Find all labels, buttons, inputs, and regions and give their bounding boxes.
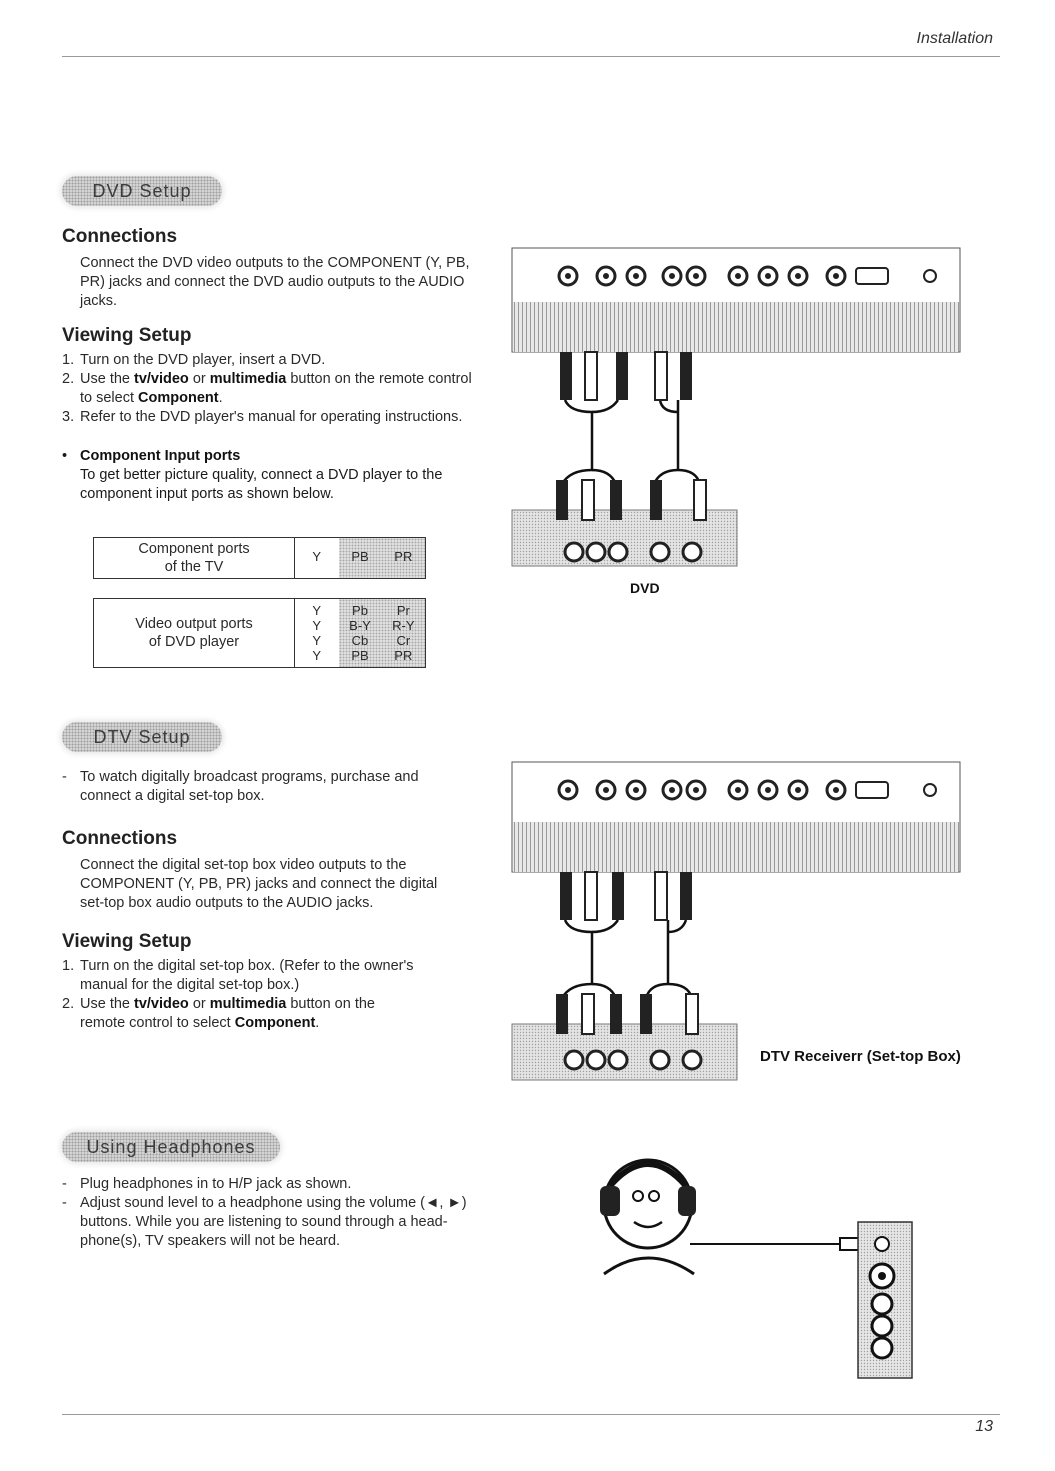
dtv-intro-list xyxy=(62,768,462,806)
dvd-ports-label-line2: of DVD player xyxy=(148,634,240,650)
dvd-port-cell: PB xyxy=(351,648,369,663)
dvd-step-number: 2. xyxy=(62,371,75,387)
dvd-port-row xyxy=(295,648,425,663)
dvd-step-bold-term: Component xyxy=(138,390,219,406)
dvd-setup-tag: DVD Setup xyxy=(62,176,222,206)
dtv-step-bold-term: tv/video xyxy=(134,996,189,1012)
dvd-step-number: 1. xyxy=(62,352,75,368)
tv-ports-label-line2: of the TV xyxy=(164,559,224,575)
page-header-title: Installation xyxy=(916,30,993,47)
dvd-step-text: button on the remote control to select xyxy=(80,371,472,406)
headphones-tag: Using Headphones xyxy=(62,1132,280,1162)
dtv-viewing-heading: Viewing Setup xyxy=(62,931,192,952)
headphones-diagram xyxy=(590,1146,930,1381)
dtv-step-number: 2. xyxy=(62,996,75,1012)
dvd-ports-cols xyxy=(295,599,425,667)
dvd-output-ports-table xyxy=(93,598,426,668)
tv-component-ports-table xyxy=(93,537,426,579)
dvd-step-text: or xyxy=(188,371,210,387)
dvd-port-cell: Cb xyxy=(351,633,369,648)
dvd-port-cell: Pr xyxy=(396,603,410,618)
dvd-connections-text: Connect the DVD video outputs to the COMPONENT (Y, PB, PR) jacks and connect the DVD audio outputs to the AUDIO jacks. xyxy=(80,255,470,309)
dvd-connections-heading: Connections xyxy=(62,226,178,247)
dvd-bullet-text: To get better picture quality, connect a DVD player to the component input ports as shown below. xyxy=(80,467,443,502)
dvd-text-column xyxy=(62,226,482,504)
dvd-port-cell: Cr xyxy=(396,633,411,648)
dtv-step-bold-term: Component xyxy=(234,1015,316,1031)
dvd-step-text: Refer to the DVD player's manual for operating instructions. xyxy=(80,409,463,425)
tv-ports-label-line1: Component ports xyxy=(138,541,250,557)
tv-port-pb: PB xyxy=(351,549,369,564)
dvd-step-1 xyxy=(62,351,472,370)
dvd-step-text: . xyxy=(218,390,223,406)
headphones-item-text: Plug headphones in to H/P jack as shown. xyxy=(80,1176,352,1192)
dvd-connection-diagram xyxy=(510,244,962,574)
dtv-connection-diagram xyxy=(510,758,962,1084)
dvd-step-bold-term: multimedia xyxy=(209,371,287,387)
dtv-step-2 xyxy=(62,995,422,1033)
dvd-steps-list xyxy=(62,351,472,427)
tv-ports-cols xyxy=(295,538,425,578)
dash-marker: - xyxy=(62,1176,67,1192)
dvd-port-cell: Pb xyxy=(352,603,368,618)
dvd-port-cell: Y xyxy=(312,648,321,663)
dvd-port-row xyxy=(295,633,425,648)
person-with-headphones-icon xyxy=(600,1160,696,1274)
dvd-port-cell: R-Y xyxy=(392,618,415,633)
tv-panel-label-strip xyxy=(513,302,959,352)
tv-panel-label-strip-2 xyxy=(513,822,959,872)
tv-port-pr: PR xyxy=(394,549,413,564)
header-rule xyxy=(62,56,1000,57)
dvd-port-cell: Y xyxy=(312,603,321,618)
dvd-step-text: Use the xyxy=(80,371,134,387)
dtv-step-text: or xyxy=(188,996,210,1012)
dtv-intro-item: - To watch digitally broadcast programs, purchase and connect a digital set-top box. xyxy=(62,769,419,804)
dtv-step-1 xyxy=(62,957,422,995)
dtv-steps-list xyxy=(62,957,422,1033)
dtv-step-text: Use the xyxy=(80,996,134,1012)
dtv-intro-text: To watch digitally broadcast programs, purchase and connect a digital set-top box. xyxy=(80,769,419,804)
dvd-ports-label-line1: Video output ports xyxy=(135,616,253,632)
dvd-port-cell: Y xyxy=(312,633,321,648)
dtv-connections-text: Connect the digital set-top box video outputs to the COMPONENT (Y, PB, PR) jacks and connect the digital set-top box audio outputs to the AUDIO jacks. xyxy=(80,857,438,911)
dvd-port-cell: B-Y xyxy=(349,618,371,633)
dvd-step-number: 3. xyxy=(62,409,75,425)
dtv-step-bold-term: multimedia xyxy=(209,996,287,1012)
dvd-step-bold-term: tv/video xyxy=(134,371,189,387)
dvd-bullet-heading: Component Input ports xyxy=(80,448,241,464)
dvd-port-cell: PR xyxy=(394,648,413,663)
dtv-step-number: 1. xyxy=(62,958,75,974)
dvd-bullet: • Component Input ports To get better picture quality, connect a DVD player to the component input ports as shown below. xyxy=(62,448,443,502)
tv-ports-row xyxy=(295,549,425,564)
dvd-port-row xyxy=(295,618,425,633)
dtv-cables xyxy=(562,920,692,998)
dvd-port-cell: Y xyxy=(312,618,321,633)
dvd-ports-label xyxy=(94,599,295,667)
dtv-cable-plugs-top xyxy=(560,872,692,920)
dvd-device-caption: DVD xyxy=(630,580,660,596)
dtv-step-text: . xyxy=(315,1015,320,1031)
headphones-item-text: Adjust sound level to a headphone using the volume (◄, ►) buttons. While you are listening to sound through a head-phone(s), TV speakers will not be heard. xyxy=(80,1195,467,1249)
dvd-cables xyxy=(562,400,700,484)
dvd-step-3 xyxy=(62,408,472,427)
headphones-item-2 xyxy=(62,1194,502,1251)
page-number: 13 xyxy=(975,1418,993,1435)
dvd-step-text: Turn on the DVD player, insert a DVD. xyxy=(80,352,326,368)
dvd-step-2 xyxy=(62,370,472,408)
dtv-connections-heading: Connections xyxy=(62,828,178,849)
dvd-port-row xyxy=(295,603,425,618)
tv-port-y: Y xyxy=(312,549,321,564)
dvd-cable-plugs-top xyxy=(560,352,692,400)
dtv-device-caption: DTV Receiverr (Set-top Box) xyxy=(760,1048,961,1065)
dvd-viewing-heading: Viewing Setup xyxy=(62,325,192,346)
dtv-step-text: button on the remote control to select xyxy=(80,996,375,1031)
dtv-text-column xyxy=(62,768,482,1033)
dash-marker: - xyxy=(62,1195,67,1211)
dtv-step-text: Turn on the digital set-top box. (Refer to the owner's manual for the digital set-top box.) xyxy=(80,958,414,993)
tv-ports-label xyxy=(94,538,295,578)
headphones-item-1 xyxy=(62,1175,502,1194)
footer-rule xyxy=(62,1414,1000,1415)
dtv-setup-tag: DTV Setup xyxy=(62,722,222,752)
headphones-list xyxy=(62,1175,502,1251)
